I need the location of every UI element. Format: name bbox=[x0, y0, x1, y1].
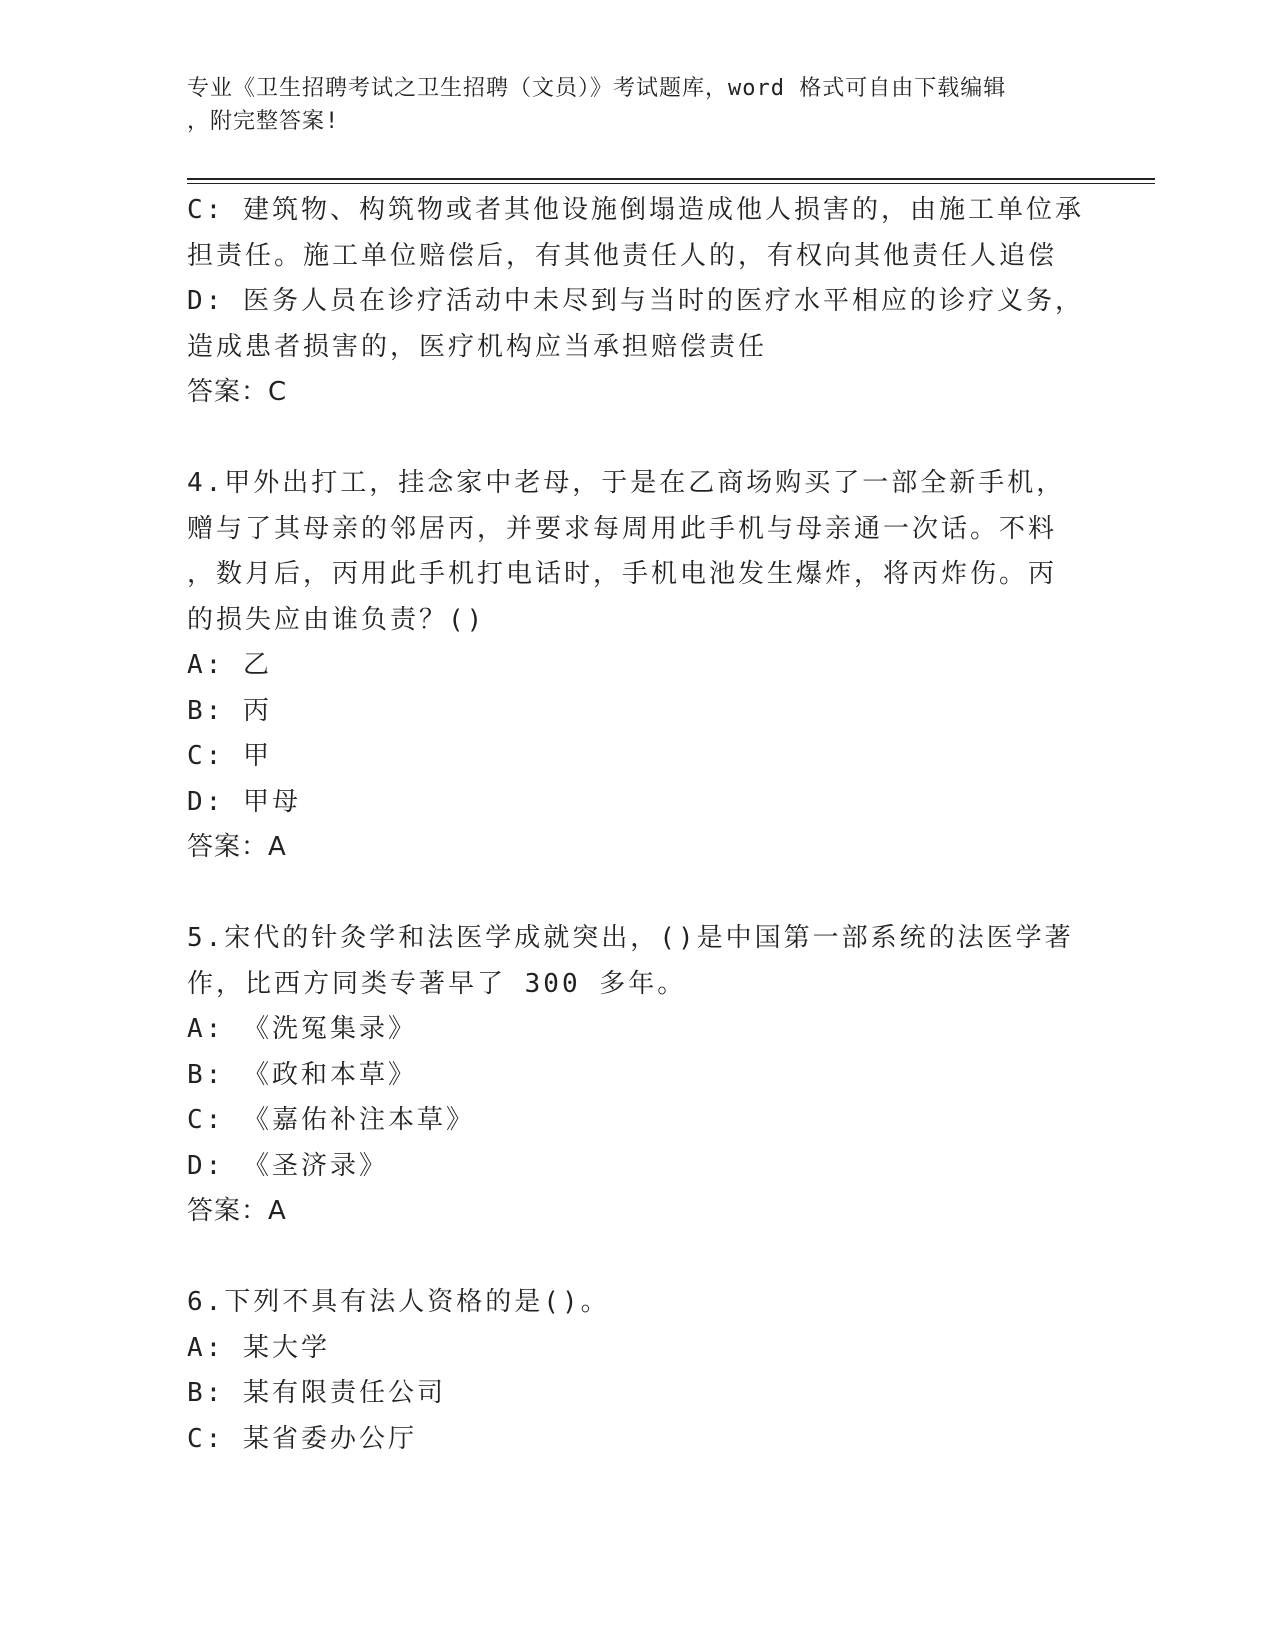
q6-option-b: B: 某有限责任公司 bbox=[187, 1378, 446, 1408]
header-line-2: ，附完整答案! bbox=[187, 109, 340, 134]
spacer bbox=[187, 416, 1077, 462]
q3-option-d-line-2: 造成患者损害的，医疗机构应当承担赔偿责任 bbox=[187, 331, 768, 362]
q4-answer: 答案：A bbox=[187, 832, 287, 862]
q3-option-c-line-2: 担责任。施工单位赔偿后，有其他责任人的，有权向其他责任人追偿 bbox=[187, 240, 1058, 271]
q3-option-c-line-1: C: 建筑物、构筑物或者其他设施倒塌造成他人损害的，由施工单位承 bbox=[187, 195, 1084, 225]
q5-option-c: C: 《嘉佑补注本草》 bbox=[187, 1105, 475, 1135]
q4-stem-line-1: 4.甲外出打工，挂念家中老母，于是在乙商场购买了一部全新手机， bbox=[187, 468, 1066, 498]
q5-answer: 答案：A bbox=[187, 1196, 287, 1226]
q4-option-a: A: 乙 bbox=[187, 650, 272, 680]
q5-option-b: B: 《政和本草》 bbox=[187, 1059, 417, 1090]
q6-option-c: C: 某省委办公厅 bbox=[187, 1423, 417, 1454]
q5-stem-line-2: 作，比西方同类专著早了 300 多年。 bbox=[187, 968, 687, 999]
q5-stem-line-1: 5.宋代的针灸学和法医学成就突出，()是中国第一部系统的法医学著 bbox=[187, 923, 1074, 953]
q3-option-d-line-1: D: 医务人员在诊疗活动中未尽到与当时的医疗水平相应的诊疗义务， bbox=[187, 286, 1084, 316]
header-line-1: 专业《卫生招聘考试之卫生招聘（文员）》考试题库，word 格式可自由下载编辑 bbox=[187, 76, 1007, 101]
q4-option-c: C: 甲 bbox=[187, 741, 272, 771]
spacer bbox=[187, 1235, 1077, 1281]
q4-stem-line-3: ，数月后，丙用此手机打电话时，手机电池发生爆炸，将丙炸伤。丙 bbox=[187, 559, 1058, 589]
header-divider-thick bbox=[187, 178, 1155, 180]
question-3-tail bbox=[187, 188, 1084, 416]
question-content bbox=[187, 188, 1084, 1462]
header-divider-thin bbox=[187, 183, 1155, 184]
q3-answer: 答案：C bbox=[187, 377, 288, 407]
question-5 bbox=[187, 916, 1077, 1235]
spacer bbox=[187, 871, 1077, 917]
question-6 bbox=[187, 1280, 1077, 1462]
q6-option-a: A: 某大学 bbox=[187, 1332, 330, 1363]
document-header bbox=[187, 72, 1087, 138]
q4-option-b: B: 丙 bbox=[187, 695, 272, 726]
q4-stem-line-2: 赠与了其母亲的邻居丙，并要求每周用此手机与母亲通一次话。不料 bbox=[187, 513, 1058, 544]
q4-stem-line-4: 的损失应由谁负责？() bbox=[187, 604, 486, 635]
question-4 bbox=[187, 461, 1077, 871]
q4-option-d: D: 甲母 bbox=[187, 786, 301, 817]
q5-option-d: D: 《圣济录》 bbox=[187, 1150, 388, 1181]
q5-option-a: A: 《洗冤集录》 bbox=[187, 1014, 417, 1044]
q6-stem-line-1: 6.下列不具有法人资格的是()。 bbox=[187, 1287, 610, 1317]
